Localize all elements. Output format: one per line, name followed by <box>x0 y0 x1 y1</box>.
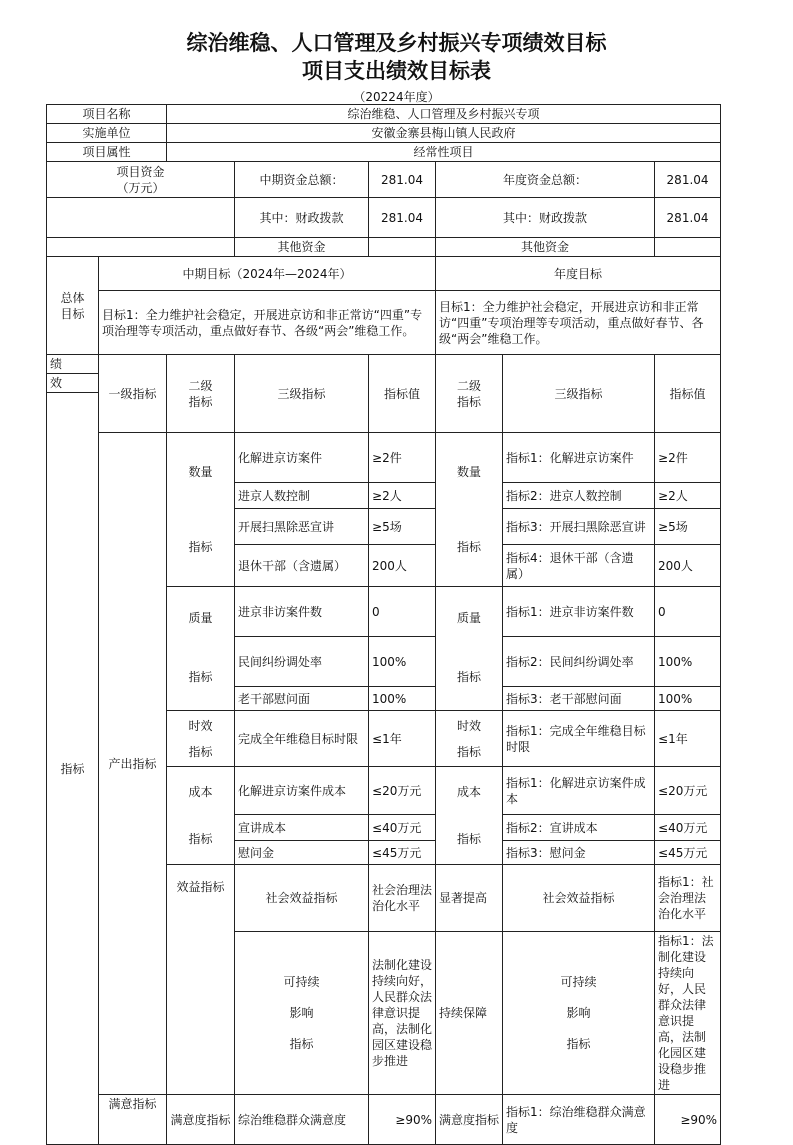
project-attribute-value: 经常性项目 <box>167 143 721 162</box>
q-mid-name-4: 退休干部（含遗属） <box>235 545 369 587</box>
su-year-name: 指标1：法制化建设持续向好，人民群众法律意识提高，法制化园区建设稳步推进 <box>655 932 721 1095</box>
ql-year-value-1: 0 <box>655 587 721 637</box>
q-mid-value-3: ≥5场 <box>369 509 436 545</box>
ql-mid-value-3: 100% <box>369 687 436 711</box>
q-year-value-4: 200人 <box>655 545 721 587</box>
s-mid-name: 社会治理法治化水平 <box>369 865 436 932</box>
ql-year-value-2: 100% <box>655 637 721 687</box>
satisfaction-l2-mid: 满意度指标 <box>167 1095 235 1145</box>
c-mid-name-1: 化解进京访案件成本 <box>235 767 369 815</box>
ql-year-value-3: 100% <box>655 687 721 711</box>
mid-other-label: 其他资金 <box>235 238 369 257</box>
sustainable-l2-mid: 可持续 影响 指标 <box>235 932 369 1095</box>
ql-mid-value-1: 0 <box>369 587 436 637</box>
c-year-name-1: 指标1：化解进京访案件成本 <box>503 767 655 815</box>
q-year-name-1: 指标1：化解进京访案件 <box>503 433 655 483</box>
q-mid-name-3: 开展扫黑除恶宣讲 <box>235 509 369 545</box>
mid-total-label: 中期资金总额： <box>235 162 369 198</box>
cost-l2-mid: 成本 指标 <box>167 767 235 865</box>
satisfaction-indicator-label: 满意指标 <box>99 1095 167 1145</box>
year-fiscal-value: 281.04 <box>655 198 721 238</box>
q-year-name-3: 指标3：开展扫黑除恶宣讲 <box>503 509 655 545</box>
ql-year-name-1: 指标1：进京非访案件数 <box>503 587 655 637</box>
c-mid-value-2: ≤40万元 <box>369 815 436 841</box>
s-year-name: 指标1：社会治理法治化水平 <box>655 865 721 932</box>
t-mid-value: ≤1年 <box>369 711 436 767</box>
quality-l2-mid: 质量 指标 <box>167 587 235 711</box>
indicator-side-label-2: 效 <box>47 374 99 393</box>
c-year-value-3: ≤45万元 <box>655 841 721 865</box>
level3-header-mid: 三级指标 <box>235 355 369 433</box>
c-mid-name-3: 慰问金 <box>235 841 369 865</box>
project-attribute-label: 项目属性 <box>47 143 167 162</box>
document-title-line2: 项目支出绩效目标表 <box>302 58 491 83</box>
c-mid-value-1: ≤20万元 <box>369 767 436 815</box>
t-mid-name: 完成全年维稳目标时限 <box>235 711 369 767</box>
funds-blank <box>47 198 235 238</box>
year-other-value <box>655 238 721 257</box>
q-mid-value-1: ≥2件 <box>369 433 436 483</box>
mid-fiscal-label: 其中：财政拨款 <box>235 198 369 238</box>
level2-header-year: 二级 指标 <box>436 355 503 433</box>
satisfaction-l2-year: 满意度指标 <box>436 1095 503 1145</box>
s-mid-value: 显著提高 <box>436 865 503 932</box>
mid-total-value: 281.04 <box>369 162 436 198</box>
sa-mid-value: ≥90% <box>369 1095 436 1145</box>
year-fiscal-label: 其中：财政拨款 <box>436 198 655 238</box>
quality-l2-year: 质量 指标 <box>436 587 503 711</box>
c-year-name-2: 指标2：宣讲成本 <box>503 815 655 841</box>
output-indicator-label: 产出指标 <box>99 433 167 1095</box>
c-year-value-2: ≤40万元 <box>655 815 721 841</box>
quantity-l2-mid: 数量 指标 <box>167 433 235 587</box>
q-year-value-1: ≥2件 <box>655 433 721 483</box>
implementing-unit-label: 实施单位 <box>47 124 167 143</box>
su-mid-name: 法制化建设持续向好，人民群众法律意识提高，法制化园区建设稳步推进 <box>369 932 436 1095</box>
mid-goal-header: 中期目标（2024年—2024年） <box>99 257 436 291</box>
sa-year-name: 指标1：综治维稳群众满意度 <box>503 1095 655 1145</box>
year-total-value: 281.04 <box>655 162 721 198</box>
sustainable-l2-year: 可持续 影响 指标 <box>503 932 655 1095</box>
c-mid-name-2: 宣讲成本 <box>235 815 369 841</box>
timeliness-l2-year: 时效 指标 <box>436 711 503 767</box>
q-year-value-2: ≥2人 <box>655 483 721 509</box>
q-mid-value-2: ≥2人 <box>369 483 436 509</box>
ql-year-name-2: 指标2：民间纠纷调处率 <box>503 637 655 687</box>
indicator-side-label-3: 指标 <box>47 393 99 1145</box>
document-year: （20224年度） <box>353 90 440 104</box>
mid-fiscal-value: 281.04 <box>369 198 436 238</box>
ql-mid-value-2: 100% <box>369 637 436 687</box>
su-mid-value: 持续保障 <box>436 932 503 1095</box>
value-header-year: 指标值 <box>655 355 721 433</box>
mid-other-value <box>369 238 436 257</box>
implementing-unit-value: 安徽金寨县梅山镇人民政府 <box>167 124 721 143</box>
t-year-value: ≤1年 <box>655 711 721 767</box>
sa-mid-name: 综治维稳群众满意度 <box>235 1095 369 1145</box>
mid-goal-text: 目标1：全力维护社会稳定，开展进京访和非正常访“四重”专项治理等专项活动，重点做好春节、各级“两会”维稳工作。 <box>99 291 436 355</box>
c-year-value-1: ≤20万元 <box>655 767 721 815</box>
year-other-label: 其他资金 <box>436 238 655 257</box>
q-mid-name-1: 化解进京访案件 <box>235 433 369 483</box>
ql-mid-name-2: 民间纠纷调处率 <box>235 637 369 687</box>
level1-header: 一级指标 <box>99 355 167 433</box>
project-name-label: 项目名称 <box>47 105 167 124</box>
year-goal-text: 目标1：全力维护社会稳定，开展进京访和非正常访“四重”专项治理等专项活动，重点做好春节、各级“两会”维稳工作。 <box>436 291 721 355</box>
value-header-mid: 指标值 <box>369 355 436 433</box>
quantity-l2-year: 数量 指标 <box>436 433 503 587</box>
funds-label: 项目资金 （万元） <box>47 162 235 198</box>
indicator-side-label-1: 绩 <box>47 355 99 374</box>
sa-year-value: ≥90% <box>655 1095 721 1145</box>
q-mid-value-4: 200人 <box>369 545 436 587</box>
c-year-name-3: 指标3：慰问金 <box>503 841 655 865</box>
cost-l2-year: 成本 指标 <box>436 767 503 865</box>
project-name-value: 综治维稳、人口管理及乡村振兴专项 <box>167 105 721 124</box>
c-mid-value-3: ≤45万元 <box>369 841 436 865</box>
benefit-indicator-label: 效益指标 <box>167 865 235 1095</box>
performance-goal-table <box>46 104 721 1145</box>
year-total-label: 年度资金总额： <box>436 162 655 198</box>
social-l2-year: 社会效益指标 <box>503 865 655 932</box>
year-goal-header: 年度目标 <box>436 257 721 291</box>
q-mid-name-2: 进京人数控制 <box>235 483 369 509</box>
level2-header-mid: 二级 指标 <box>167 355 235 433</box>
level3-header-year: 三级指标 <box>503 355 655 433</box>
ql-mid-name-1: 进京非访案件数 <box>235 587 369 637</box>
t-year-name: 指标1：完成全年维稳目标时限 <box>503 711 655 767</box>
funds-blank-2 <box>47 238 235 257</box>
timeliness-l2-mid: 时效 指标 <box>167 711 235 767</box>
social-l2-mid: 社会效益指标 <box>235 865 369 932</box>
q-year-name-4: 指标4：退休干部（含遗属） <box>503 545 655 587</box>
q-year-name-2: 指标2：进京人数控制 <box>503 483 655 509</box>
ql-year-name-3: 指标3：老干部慰问面 <box>503 687 655 711</box>
document-title-line1: 综治维稳、人口管理及乡村振兴专项绩效目标 <box>186 30 607 55</box>
q-year-value-3: ≥5场 <box>655 509 721 545</box>
ql-mid-name-3: 老干部慰问面 <box>235 687 369 711</box>
overall-goal-label: 总体 目标 <box>47 257 99 355</box>
